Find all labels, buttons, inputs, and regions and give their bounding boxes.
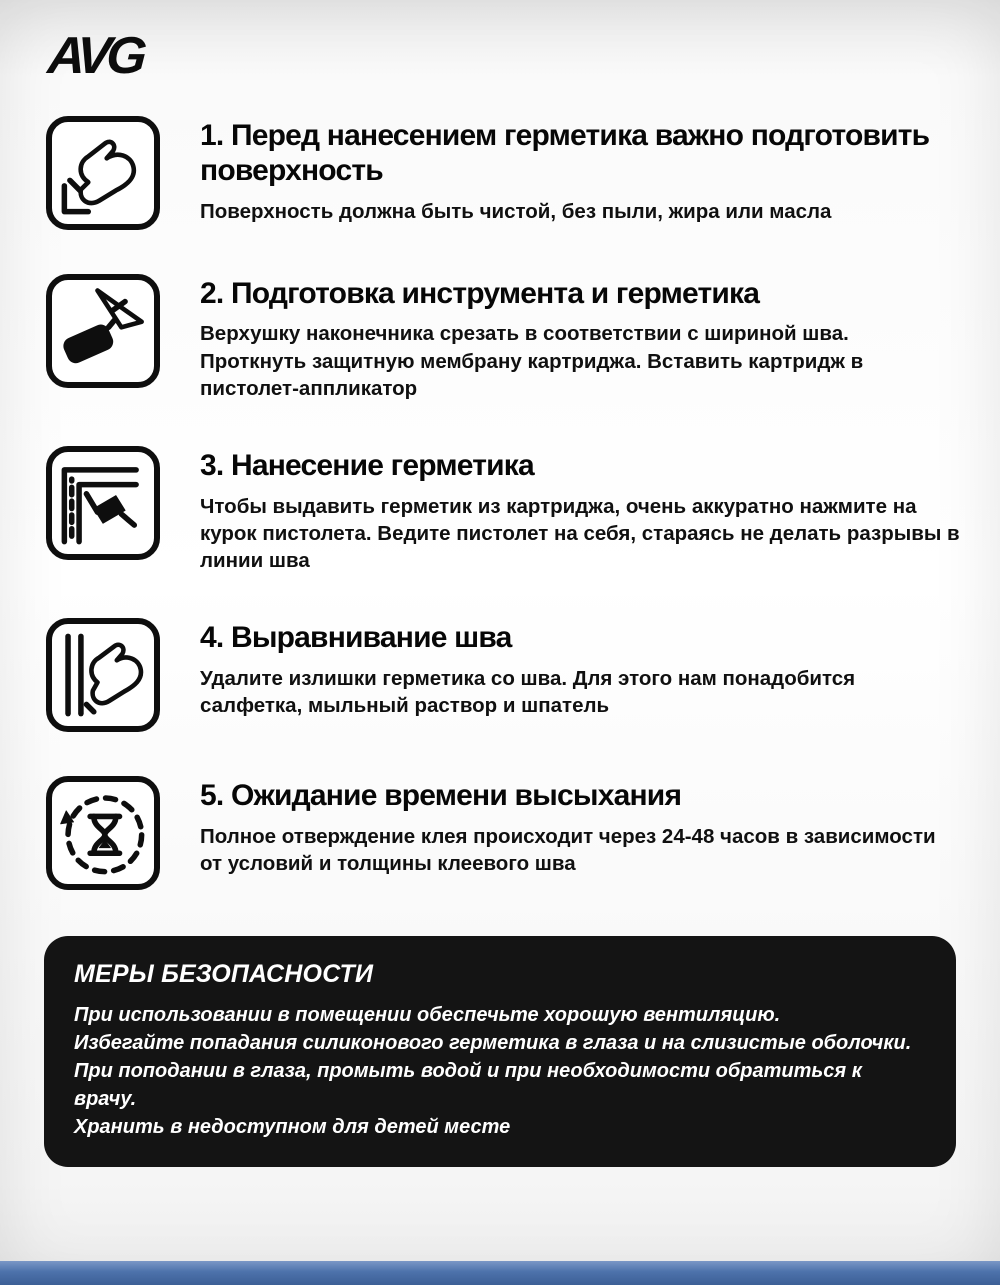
apply-sealant-icon: [57, 457, 149, 549]
step-title: 4. Выравнивание шва: [200, 621, 512, 655]
drying-time-icon: [57, 787, 149, 879]
bottom-accent-bar: [0, 1261, 1000, 1285]
step-description: Удалите излишки герметика со шва. Для этого нам понадобится салфетка, мыльный раствор и шпатель: [200, 666, 856, 717]
step-2-icon-box: [46, 274, 160, 388]
safety-line: Хранить в недоступном для детей месте: [74, 1116, 511, 1139]
step-description: Чтобы выдавить герметик из картриджа, очень аккуратно нажмите на курок пистолета. Ведите пистолет на себя, стараясь не делать разрывы в линии шва: [200, 494, 960, 573]
cut-nozzle-icon: [57, 285, 149, 377]
clean-surface-icon: [57, 127, 149, 219]
step-title: 5. Ожидание времени высыхания: [200, 779, 682, 813]
safety-line: При поподании в глаза, промыть водой и при необходимости обратиться к врачу.: [74, 1060, 862, 1111]
step-2: [46, 274, 960, 402]
step-3: [46, 446, 960, 574]
step-1: [46, 116, 960, 230]
safety-line: Избегайте попадания силиконового герметика в глаза и на слизистые оболочки.: [74, 1032, 912, 1055]
step-5-icon-box: [46, 776, 160, 890]
step-description: Полное отверждение клея происходит через 24-48 часов в зависимости от условий и толщины клеевого шва: [200, 824, 936, 875]
step-description: Верхушку наконечника срезать в соответствии с шириной шва. Проткнуть защитную мембрану картриджа. Вставить картридж в пистолет-аппликатор: [200, 322, 864, 400]
safety-box: [44, 936, 956, 1167]
step-4: [46, 618, 960, 732]
step-title: 1. Перед нанесением герметика важно подготовить поверхность: [200, 119, 930, 188]
safety-title: МЕРЫ БЕЗОПАСНОСТИ: [74, 960, 374, 989]
smooth-seam-icon: [57, 629, 149, 721]
brand-logo: AVG: [45, 27, 144, 85]
step-title: 3. Нанесение герметика: [200, 449, 534, 483]
step-1-icon-box: [46, 116, 160, 230]
step-description: Поверхность должна быть чистой, без пыли, жира или масла: [200, 199, 832, 223]
step-3-icon-box: [46, 446, 160, 560]
step-title: 2. Подготовка инструмента и герметика: [200, 277, 760, 310]
step-5: [46, 776, 960, 890]
step-4-icon-box: [46, 618, 160, 732]
safety-line: При использовании в помещении обеспечьте хорошую вентиляцию.: [74, 1004, 781, 1027]
